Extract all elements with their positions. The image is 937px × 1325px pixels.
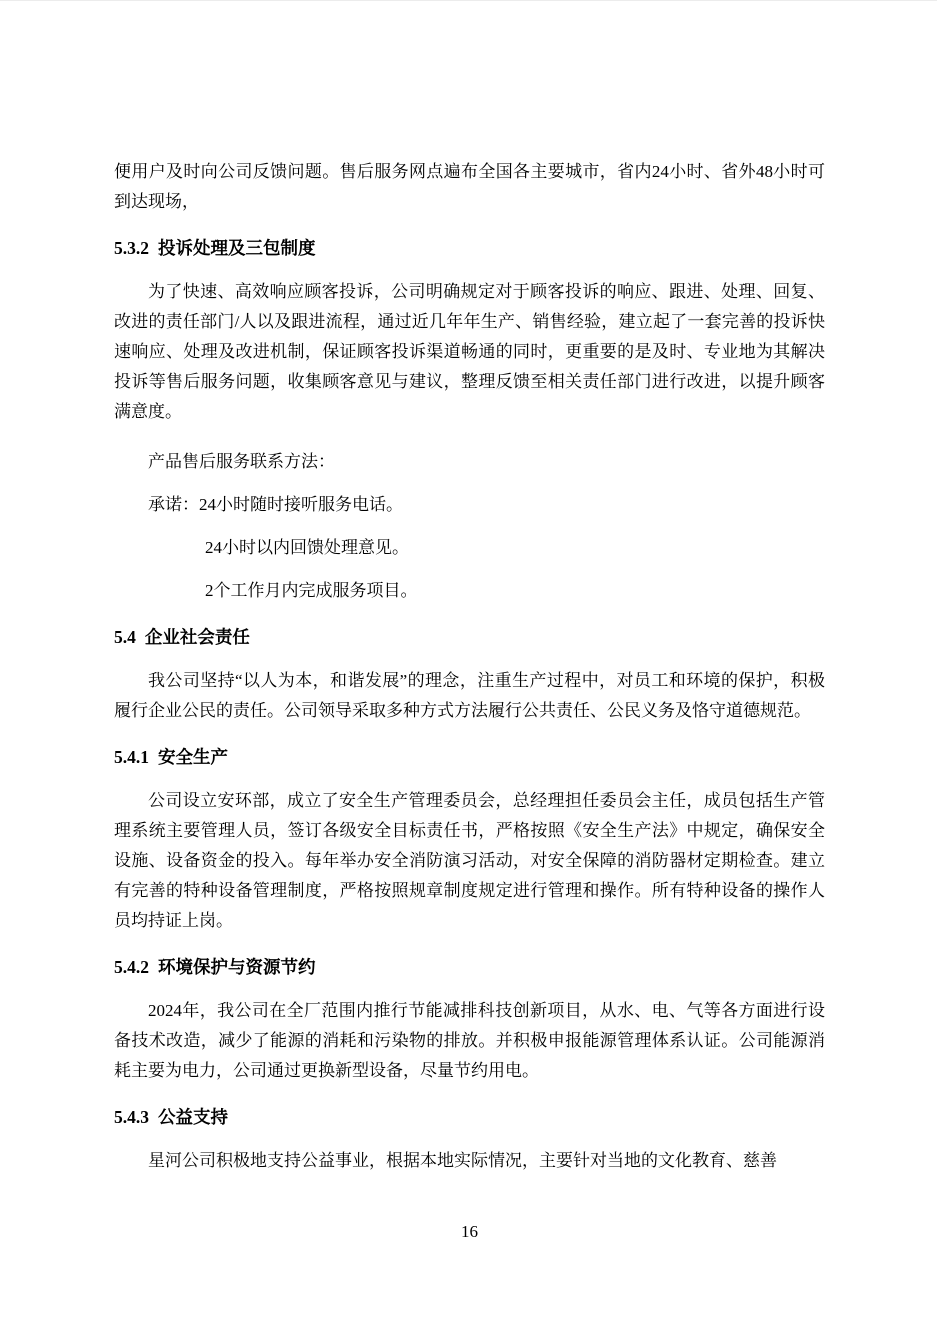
heading-5-4-2 [114,952,825,982]
heading-number: 5.4 [114,627,136,647]
heading-number: 5.3.2 [114,238,149,258]
section-5-4-3-paragraph: 星河公司积极地支持公益事业，根据本地实际情况，主要针对当地的文化教育、慈善 [148,1151,777,1170]
page-number: 16 [461,1222,478,1241]
heading-number: 5.4.2 [114,957,149,977]
commitment-line-2: 24小时以内回馈处理意见。 [205,538,409,557]
heading-5-4 [114,622,825,652]
after-sales-contact-intro: 产品售后服务联系方法： [148,452,335,471]
heading-title: 投诉处理及三包制度 [158,238,316,258]
continuation-paragraph: 便用户及时向公司反馈问题。售后服务网点遍布全国各主要城市，省内24小时、省外48小时可到达现场， [114,162,825,211]
heading-5-4-1 [114,742,825,772]
heading-title: 环境保护与资源节约 [158,957,316,977]
section-5-4-paragraph: 我公司坚持“以人为本，和谐发展”的理念，注重生产过程中，对员工和环境的保护，积极履行企业公民的责任。公司领导采取多种方式方法履行公共责任、公民义务及恪守道德规范。 [114,671,825,720]
commitment-line-1: 承诺：24小时随时接听服务电话。 [148,495,403,514]
heading-title: 安全生产 [158,747,228,767]
section-5-4-2-paragraph: 2024年，我公司在全厂范围内推行节能减排科技创新项目，从水、电、气等各方面进行设备技术改造，减少了能源的消耗和污染物的排放。并积极申报能源管理体系认证。公司能源消耗主要为电力，公司通过更换新型设备，尽量节约用电。 [114,1001,825,1080]
heading-5-4-3 [114,1102,825,1132]
commitment-line-3: 2个工作月内完成服务项目。 [205,581,418,600]
section-5-3-2-paragraph: 为了快速、高效响应顾客投诉，公司明确规定对于顾客投诉的响应、跟进、处理、回复、改进的责任部门/人以及跟进流程，通过近几年年生产、销售经验，建立起了一套完善的投诉快速响应、处理及改进机制，保证顾客投诉渠道畅通的同时，更重要的是及时、专业地为其解决投诉等售后服务问题，收集顾客意见与建议，整理反馈至相关责任部门进行改进，以提升顾客满意度。 [114,282,825,421]
heading-number: 5.4.3 [114,1107,149,1127]
heading-number: 5.4.1 [114,747,149,767]
heading-title: 企业社会责任 [144,627,250,647]
document-body [114,157,825,1176]
heading-title: 公益支持 [158,1107,228,1127]
heading-5-3-2 [114,233,825,263]
section-5-4-1-paragraph: 公司设立安环部，成立了安全生产管理委员会，总经理担任委员会主任，成员包括生产管理系统主要管理人员，签订各级安全目标责任书，严格按照《安全生产法》中规定，确保安全设施、设备资金的投入。每年举办安全消防演习活动，对安全保障的消防器材定期检查。建立有完善的特种设备管理制度，严格按照规章制度规定进行管理和操作。所有特种设备的操作人员均持证上岗。 [114,791,825,930]
